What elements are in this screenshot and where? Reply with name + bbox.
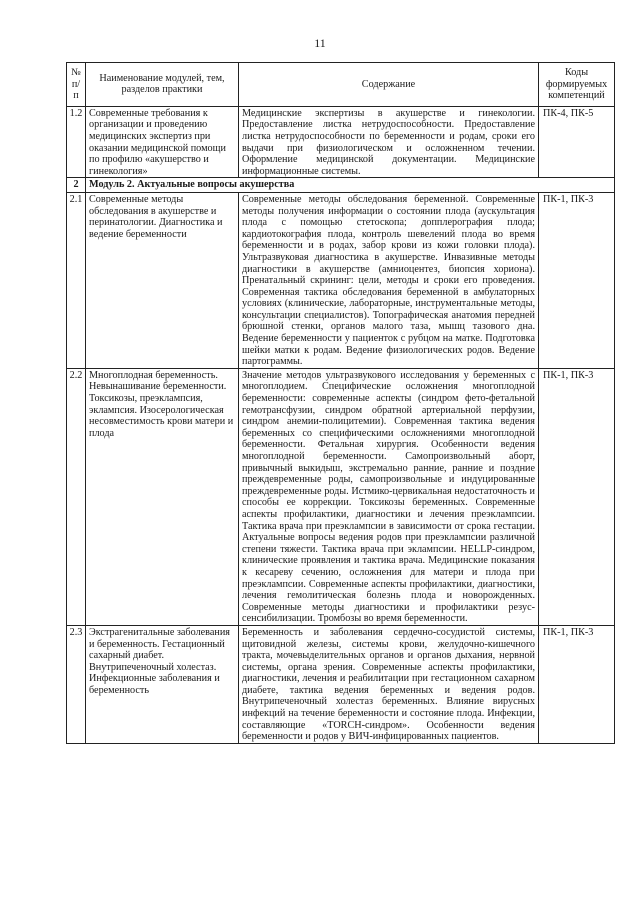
table-row	[67, 192, 615, 368]
row-name: Современные методы обследования в акушерстве и перинатологии. Диагностика и ведение беременности	[86, 192, 239, 368]
row-name: Многоплодная беременность. Невынашивание беременности. Токсикозы, преэклампсия, эклампсия. Изосерологическая несовместимость крови матери и плода	[86, 368, 239, 625]
row-content: Беременность и заболевания сердечно-сосудистой системы, щитовидной железы, системы крови, желудочно-кишечного тракта, мочевыделительных органов и органов дыхания, нервной системы, органа зрения. Современные аспекты профилактики, диагностики, лечения и реабилитации при гестационном сахарном диабете, тактика ведения беременных и ведения родов. Внутрипеченочный холестаз беременных. Влияние вирусных инфекций на течение беременности и состояние плода. Инфекции, составляющие «TORCH-синдром». Особенности ведения беременности и родов у ВИЧ-инфицированных пациентов.	[239, 625, 539, 743]
row-codes: ПК-1, ПК-3	[539, 192, 615, 368]
module-num: 2	[67, 178, 86, 193]
row-content: Медицинские экспертизы в акушерстве и гинекологии. Предоставление листка нетрудоспособности. Предоставление листка нетрудоспособности по беременности и родам, сроки его выдачи при физиологическом и осложненном течении. Оформление медицинской документации. Медицинские информационные системы.	[239, 106, 539, 178]
row-codes: ПК-1, ПК-3	[539, 625, 615, 743]
row-name: Современные требования к организации и проведению медицинских экспертиз при оказании медицинской помощи по профилю «акушерство и гинекология»	[86, 106, 239, 178]
row-content: Современные методы обследования беременной. Современные методы получения информации о состоянии плода (аускультация плода с помощью стетоскопа; допплерография плода; кардиотокография плода, контроль шевелений плода во время беременности и в родах, забор крови из кожи головки плода). Ультразвуковая диагностика в акушерстве. Инвазивные методы диагностики в акушерстве (амниоцентез, биопсия хориона). Пренатальный скрининг: цели, методы и сроки его проведения. Современная тактика обследования беременной в амбулаторных условиях (клинические, лабораторные, инструментальные методы, консультации специалистов). Топографическая анатомия передней брюшной стенки, органов малого таза, мышц тазового дна. Ведение беременности у пациенток с рубцом на матке. Подготовка шейки матки к родам. Ведение физиологических родов. Ведение партограммы.	[239, 192, 539, 368]
header-content: Содержание	[239, 63, 539, 107]
header-name: Наименование модулей, тем, разделов практики	[86, 63, 239, 107]
row-num: 2.3	[67, 625, 86, 743]
row-num: 2.2	[67, 368, 86, 625]
row-num: 1.2	[67, 106, 86, 178]
header-codes: Коды формируемых компетенций	[539, 63, 615, 107]
header-num: № п/п	[67, 63, 86, 107]
module-row	[67, 178, 615, 193]
table-row	[67, 106, 615, 178]
row-content: Значение методов ультразвукового исследования у беременных с многоплодием. Специфические осложнения многоплодной беременности: современные аспекты (синдром фето-фетальной гемотрансфузии, синдром обратной артериальной перфузии, синдром анемии-полицитемии). Современная тактика ведения беременных со специфическими осложнениями многоплодной беременности. Фетальная хирургия. Особенности ведения многоплодной беременности. Самопроизвольный аборт, привычный выкидыш, экстремально ранние, ранние и поздние преждевременные роды, самопроизвольные и индуцированные преждевременные роды. Истмико-цервикальная недостаточность и способы ее коррекции. Токсикозы беременных. Современные аспекты профилактики, диагностики и лечения преэклампсии. Тактика врача при преэклампсии в зависимости от срока гестации. Актуальные вопросы ведения родов при преэклампсии различной степени тяжести. Тактика врача при эклампсии. HELLP-синдром, клинические проявления и тактика врача. Медицинские показания к кесареву сечению, осложнения для матери и плода при преэклампсии. Современные аспекты профилактики, диагностики, лечения гемолитическая болезнь плода и новорожденных. Современные методы диагностики и профилактики резус-сенсибилизации. Тромбозы во время беременности.	[239, 368, 539, 625]
module-title: Модуль 2. Актуальные вопросы акушерства	[86, 178, 615, 193]
curriculum-table	[66, 62, 615, 744]
row-num: 2.1	[67, 192, 86, 368]
row-codes: ПК-4, ПК-5	[539, 106, 615, 178]
table-header-row	[67, 63, 615, 107]
row-codes: ПК-1, ПК-3	[539, 368, 615, 625]
table-row	[67, 625, 615, 743]
table-row	[67, 368, 615, 625]
page-number: 11	[314, 36, 326, 50]
row-name: Экстрагенитальные заболевания и беременность. Гестационный сахарный диабет. Внутрипеченочный холестаз. Инфекционные заболевания и беременность	[86, 625, 239, 743]
